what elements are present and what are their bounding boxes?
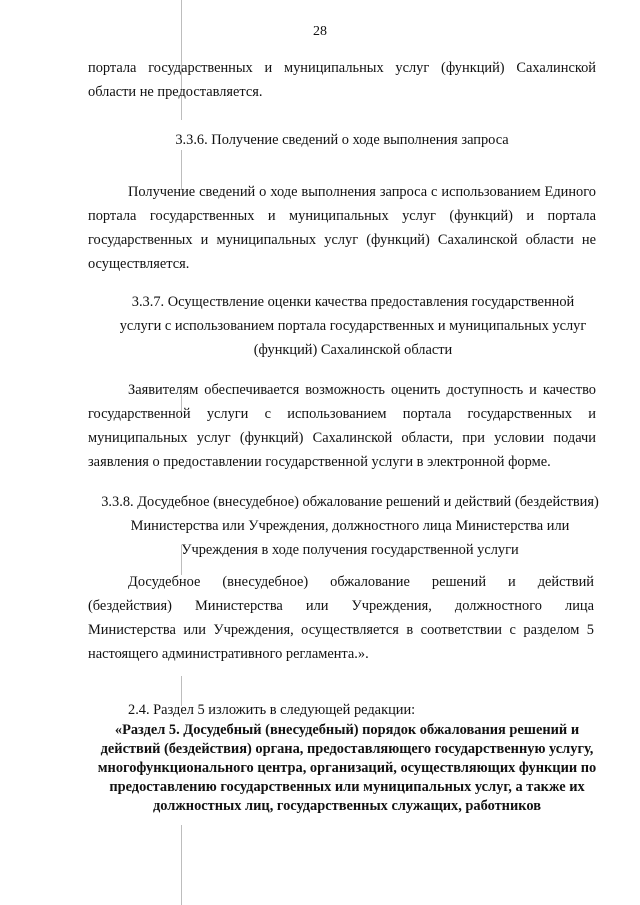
paragraph-3-3-8 [88, 570, 594, 666]
paragraph-line: (бездействия) Министерства или Учреждения, должностного лица [88, 598, 594, 614]
paragraph-3-3-6: Получение сведений о ходе выполнения запроса с использованием Единого портала государственных и муниципальных услуг (функций) и портала государственных и муниципальных услуг (функций) Сахалинской области не осуществляется. [88, 184, 596, 272]
paragraph-line: настоящего административного регламента.». [88, 646, 369, 662]
paragraph-line: Министерства или Учреждения, осуществляется в соответствии с разделом 5 [88, 622, 594, 638]
paragraph-continuation: портала государственных и муниципальных услуг (функций) Сахалинской области не предоставляется. [88, 60, 596, 100]
page-number: 28 [313, 24, 327, 39]
heading-3-3-8: 3.3.8. Досудебное (внесудебное) обжалование решений и действий (бездействия) Министерства или Учреждения, должностного лица Министерства или Учреждения в ходе получения государственной услуги [101, 494, 599, 558]
paragraph-2-4: 2.4. Раздел 5 изложить в следующей редакции: [128, 702, 416, 718]
paragraph-3-3-7: Заявителям обеспечивается возможность оценить доступность и качество государственной услуги с использованием портала государственных и муниципальных услуг (функций) Сахалинской области, при условии подачи заявления о предоставлении государственной услуги в электронной форме. [88, 382, 596, 470]
section-5-heading: «Раздел 5. Досудебный (внесудебный) порядок обжалования решений и действий (бездействия) органа, предоставляющего государственную услугу, многофункционального центра, организаций, осуществляющих функции по предоставлению государственных или муниципальных услуг, а также их должностных лиц, государственных служащих, работников [97, 722, 597, 814]
heading-3-3-7: 3.3.7. Осуществление оценки качества предоставления государственной услуги с использованием портала государственных и муниципальных услуг (функций) Сахалинской области [119, 294, 587, 358]
scan-artifact-line [181, 825, 182, 905]
heading-3-3-6: 3.3.6. Получение сведений о ходе выполнения запроса [175, 132, 509, 148]
paragraph-line: Досудебное (внесудебное) обжалование решений и действий [128, 574, 594, 590]
